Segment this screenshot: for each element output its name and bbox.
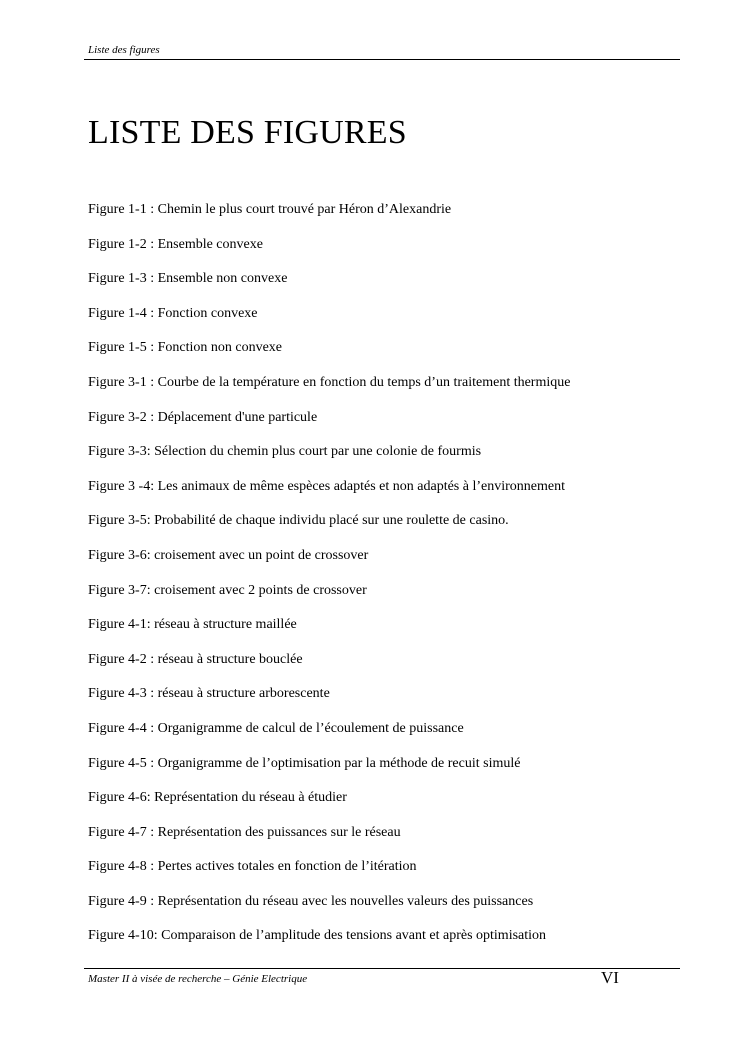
figure-list [88, 200, 680, 961]
figure-entry-4-6: Figure 4-6: Représentation du réseau à étudier [88, 790, 347, 806]
figure-entry-3-7: Figure 3-7: croisement avec 2 points de crossover [88, 582, 367, 598]
figure-entry-1-5: Figure 1-5 : Fonction non convexe [88, 340, 283, 356]
figure-entry-3-2: Figure 3-2 : Déplacement d'une particule [88, 409, 318, 425]
figure-entry-1-2: Figure 1-2 : Ensemble convexe [88, 236, 263, 252]
page-title: LISTE DES FIGURES [88, 114, 407, 151]
header-rule [84, 59, 680, 60]
running-footer: Master II à visée de recherche – Génie Electrique [88, 973, 308, 985]
figure-entry-1-4: Figure 1-4 : Fonction convexe [88, 305, 258, 321]
figure-entry-4-7: Figure 4-7 : Représentation des puissances sur le réseau [88, 824, 401, 840]
figure-entry-4-3: Figure 4-3 : réseau à structure arborescente [88, 686, 330, 702]
figure-entry-3-5: Figure 3-5: Probabilité de chaque individu placé sur une roulette de casino. [88, 513, 509, 529]
figure-entry-4-8: Figure 4-8 : Pertes actives totales en fonction de l’itération [88, 859, 417, 875]
figure-entry-3-1: Figure 3-1 : Courbe de la température en fonction du temps d’un traitement thermique [88, 374, 571, 390]
figure-entry-4-2: Figure 4-2 : réseau à structure bouclée [88, 651, 303, 667]
figure-entry-1-3: Figure 1-3 : Ensemble non convexe [88, 271, 288, 287]
page-number: VI [601, 968, 619, 987]
figure-entry-4-10: Figure 4-10: Comparaison de l’amplitude des tensions avant et après optimisation [88, 928, 547, 944]
figure-entry-4-5: Figure 4-5 : Organigramme de l’optimisation par la méthode de recuit simulé [88, 755, 521, 771]
running-header: Liste des figures [88, 44, 160, 56]
figure-entry-1-1: Figure 1-1 : Chemin le plus court trouvé par Héron d’Alexandrie [88, 202, 452, 217]
footer-rule [84, 968, 680, 969]
figure-entry-3-4: Figure 3 -4: Les animaux de même espèces adaptés et non adaptés à l’environnement [88, 478, 565, 494]
figure-entry-4-1: Figure 4-1: réseau à structure maillée [88, 617, 297, 633]
figure-entry-4-4: Figure 4-4 : Organigramme de calcul de l’écoulement de puissance [88, 720, 464, 736]
figure-entry-3-3: Figure 3-3: Sélection du chemin plus court par une colonie de fourmis [88, 444, 482, 460]
figure-entry-3-6: Figure 3-6: croisement avec un point de crossover [88, 547, 369, 563]
figure-entry-4-9: Figure 4-9 : Représentation du réseau avec les nouvelles valeurs des puissances [88, 893, 534, 909]
